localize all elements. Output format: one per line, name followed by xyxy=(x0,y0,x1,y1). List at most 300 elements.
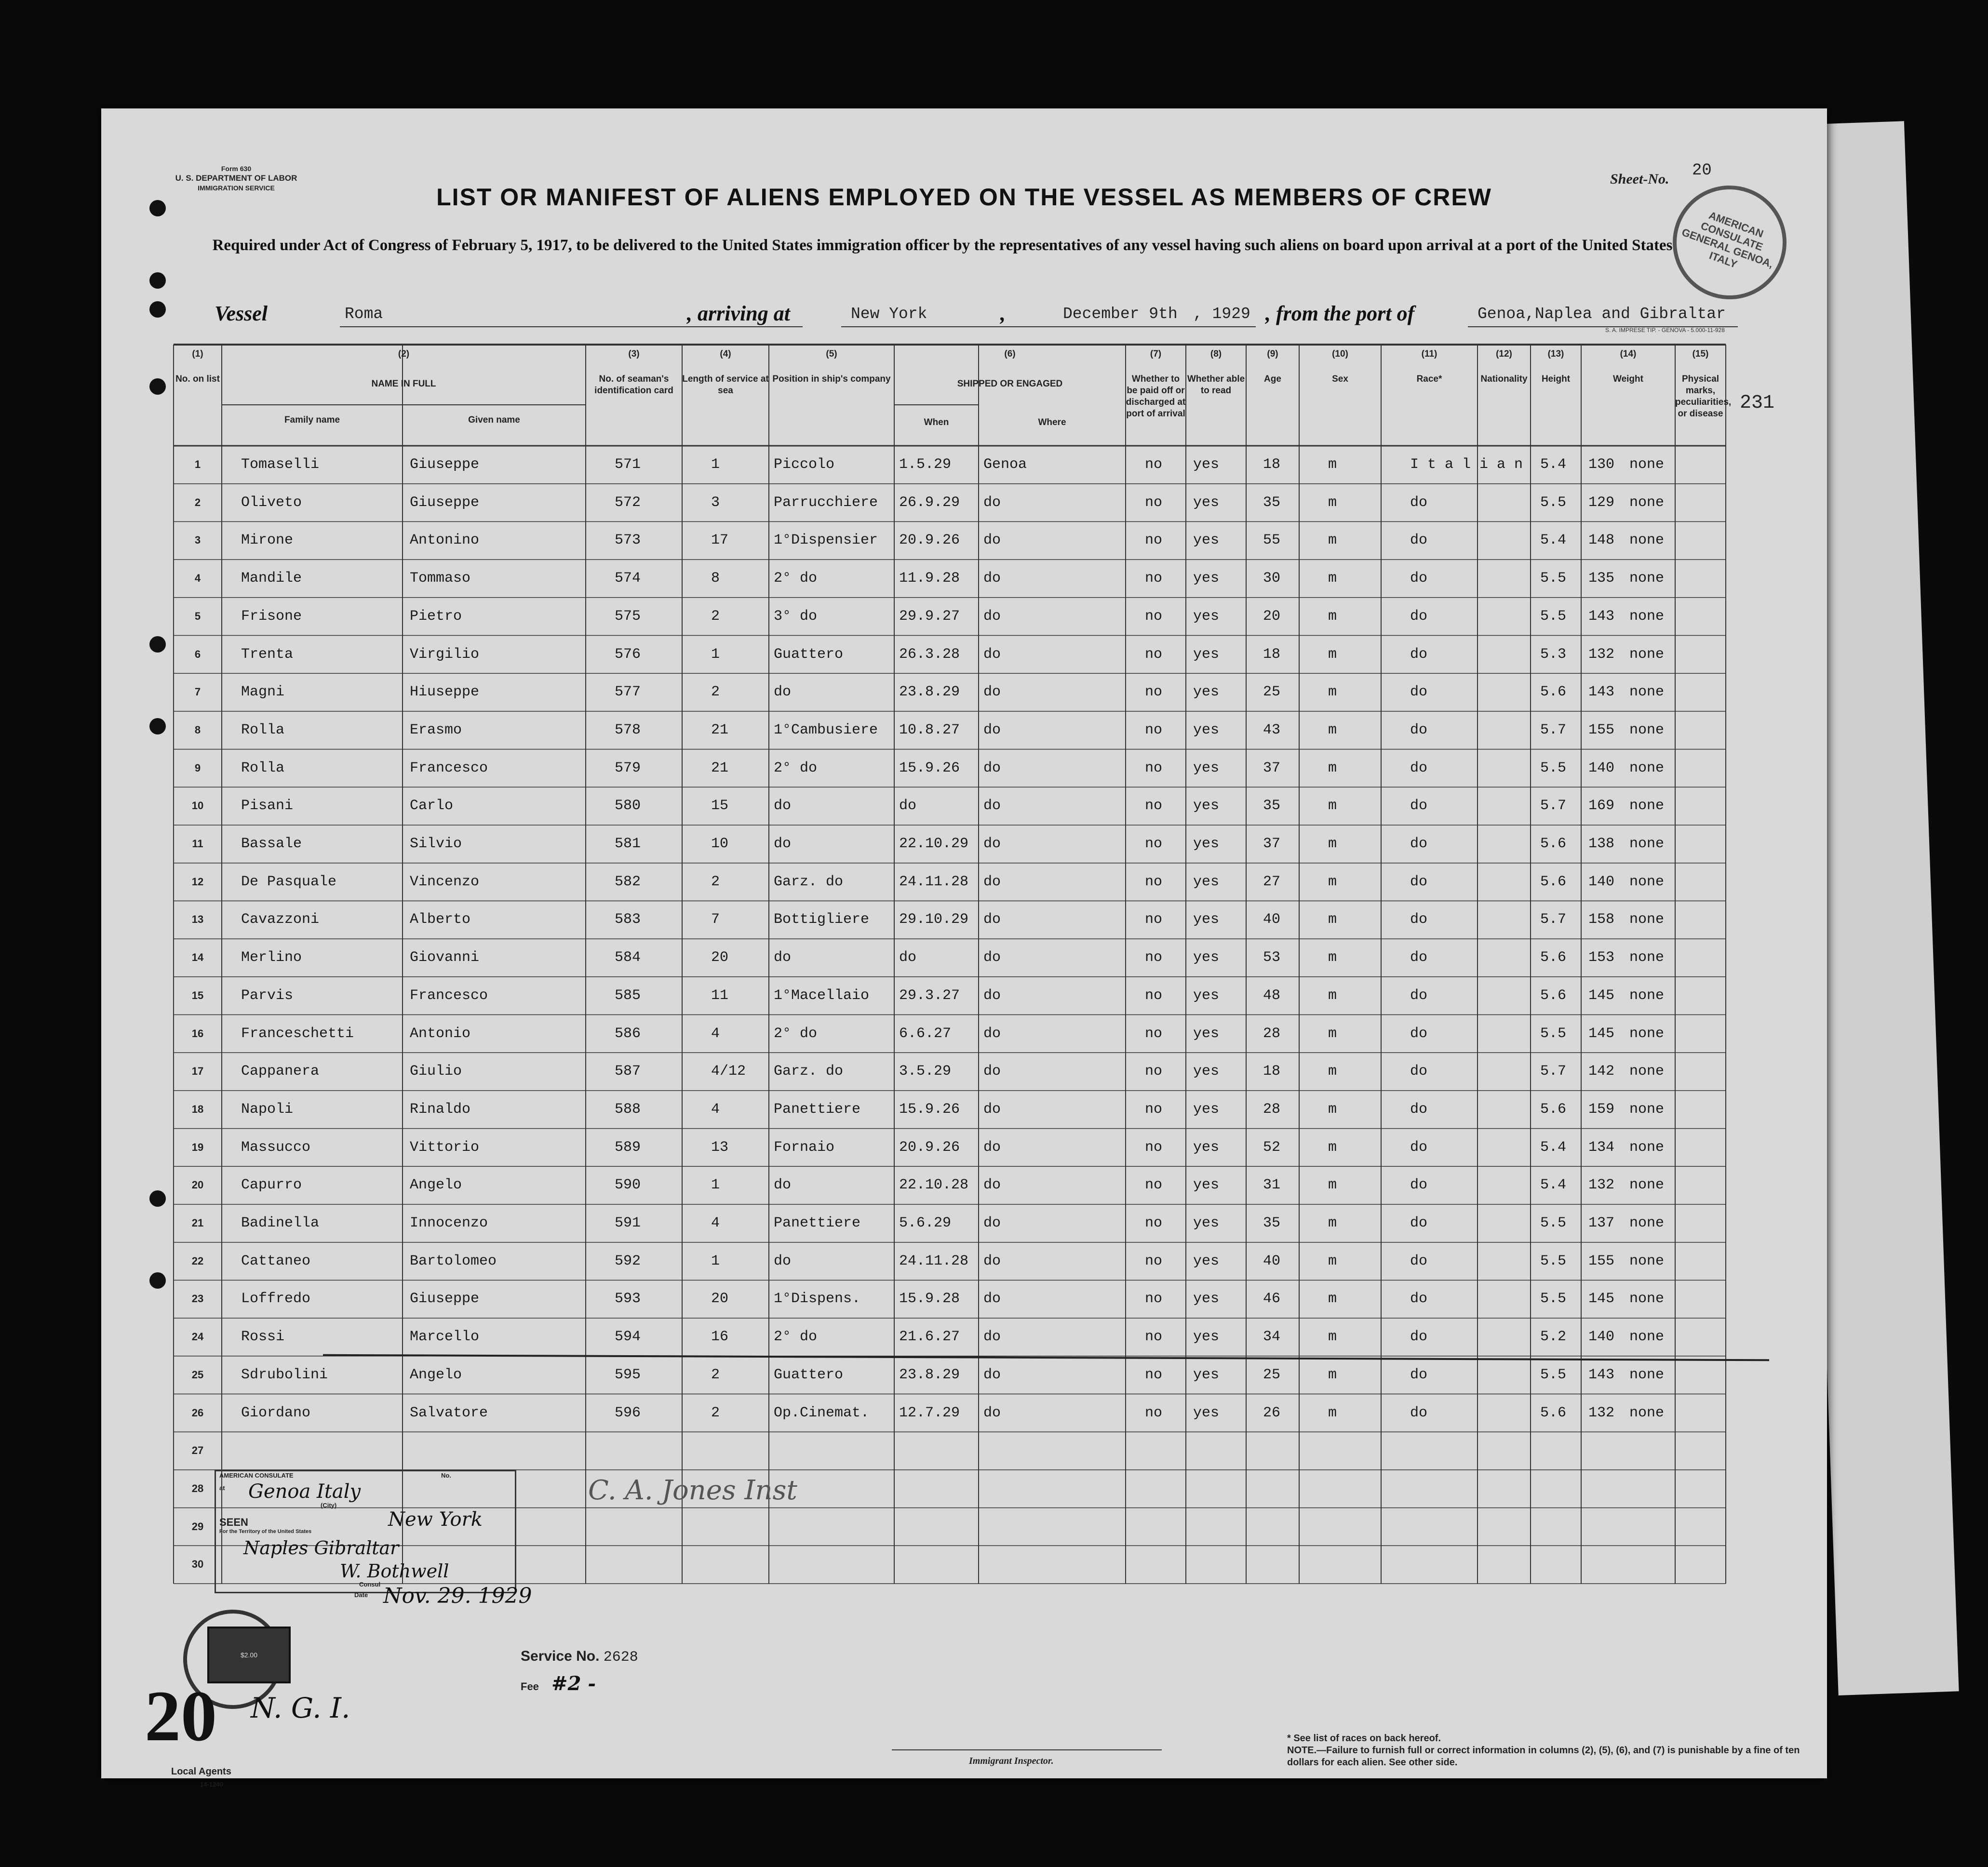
consul-signature: W. Bothwell xyxy=(340,1560,449,1582)
cell-paid: no xyxy=(1145,1291,1163,1307)
cell-family: Pisani xyxy=(241,798,294,814)
column-header-c15_num: (15) xyxy=(1692,349,1709,359)
vessel-name: Roma xyxy=(345,305,383,323)
cell-family: Badinella xyxy=(241,1215,320,1231)
inspector-label: Immigrant Inspector. xyxy=(969,1756,1054,1766)
cell-height: 5.7 xyxy=(1540,721,1567,738)
column-header-c2_num: (2) xyxy=(398,349,410,359)
column-header-c6_num: (6) xyxy=(1004,349,1016,359)
column-header-c6b: Where xyxy=(1038,417,1066,427)
stamp-date: Nov. 29. 1929 xyxy=(383,1584,532,1608)
cell-service: 4/12 xyxy=(711,1063,746,1080)
service-number xyxy=(521,1648,638,1666)
cell-marks: none xyxy=(1629,456,1665,473)
column-header-c5_num: (5) xyxy=(826,349,837,359)
cell-paid: no xyxy=(1145,1366,1163,1383)
cell-paid: no xyxy=(1145,1215,1163,1231)
cell-card: 588 xyxy=(615,1101,641,1118)
cell-sex: m xyxy=(1328,1253,1337,1269)
cell-family: Cappanera xyxy=(241,1063,320,1080)
column-header-c4: Length of service at sea xyxy=(682,374,769,396)
cell-where: do xyxy=(983,1063,1001,1080)
cell-marks: none xyxy=(1629,873,1665,890)
cell-age: 26 xyxy=(1263,1404,1281,1421)
cell-paid: no xyxy=(1145,1177,1163,1194)
cell-position: Bottigliere xyxy=(774,911,870,928)
service-no-value: 2628 xyxy=(603,1649,638,1666)
cell-position: Panettiere xyxy=(774,1215,861,1231)
cell-paid: no xyxy=(1145,760,1163,776)
cell-when: do xyxy=(899,798,917,814)
cell-position: 1°Dispensier xyxy=(774,532,878,549)
cell-card: 578 xyxy=(615,721,641,738)
cell-sex: m xyxy=(1328,798,1337,814)
cell-family: Napoli xyxy=(241,1101,294,1118)
cell-race: do xyxy=(1410,494,1428,511)
cell-sex: m xyxy=(1328,1404,1337,1421)
inspector-signature-line xyxy=(892,1749,1162,1750)
row-number: 22 xyxy=(191,1254,204,1267)
cell-paid: no xyxy=(1145,532,1163,549)
consulate-at-label: at xyxy=(219,1484,225,1492)
cell-position: Guattero xyxy=(774,646,844,663)
cell-where: do xyxy=(983,873,1001,890)
cell-given: Angelo xyxy=(410,1177,462,1194)
cell-marks: none xyxy=(1629,949,1665,966)
cell-height: 5.6 xyxy=(1540,987,1567,1004)
cell-race: do xyxy=(1410,1177,1428,1194)
cell-height: 5.5 xyxy=(1540,1025,1567,1042)
cell-service: 1 xyxy=(711,646,720,663)
cell-card: 583 xyxy=(615,911,641,928)
cell-service: 7 xyxy=(711,911,720,928)
cell-paid: no xyxy=(1145,1025,1163,1042)
cell-sex: m xyxy=(1328,1215,1337,1231)
cell-sex: m xyxy=(1328,684,1337,701)
cell-card: 579 xyxy=(615,760,641,776)
cell-card: 587 xyxy=(615,1063,641,1080)
cell-read: yes xyxy=(1193,1253,1220,1269)
cell-weight: 169 xyxy=(1588,798,1615,814)
cell-race: do xyxy=(1410,1139,1428,1156)
row-number: 21 xyxy=(191,1217,204,1229)
cell-age: 43 xyxy=(1263,721,1281,738)
row-number: 30 xyxy=(191,1558,204,1571)
cell-paid: no xyxy=(1145,987,1163,1004)
column-header-c14: Weight xyxy=(1613,374,1643,384)
cell-paid: no xyxy=(1145,1063,1163,1080)
cell-read: yes xyxy=(1193,1404,1220,1421)
form-number: Form 630 xyxy=(221,165,252,173)
column-header-c2b: Given name xyxy=(468,415,520,425)
cell-family: De Pasquale xyxy=(241,873,337,890)
cell-weight: 155 xyxy=(1588,721,1615,738)
cell-family: Massucco xyxy=(241,1139,311,1156)
cell-race: do xyxy=(1410,1253,1428,1269)
sheet-number-value: 20 xyxy=(1692,161,1712,180)
cell-height: 5.6 xyxy=(1540,1101,1567,1118)
inspector-initials: C. A. Jones Inst xyxy=(588,1475,797,1506)
cell-given: Giulio xyxy=(410,1063,462,1080)
cell-age: 37 xyxy=(1263,836,1281,852)
cell-age: 34 xyxy=(1263,1329,1281,1346)
cell-when: 26.3.28 xyxy=(899,646,960,663)
cell-given: Tommaso xyxy=(410,570,471,587)
cell-where: do xyxy=(983,1177,1001,1194)
cell-weight: 130 xyxy=(1588,456,1615,473)
cell-service: 1 xyxy=(711,456,720,473)
cell-given: Virgilio xyxy=(410,646,480,663)
cell-where: Genoa xyxy=(983,456,1027,473)
cell-age: 40 xyxy=(1263,1253,1281,1269)
cell-weight: 129 xyxy=(1588,494,1615,511)
arrival-year: , 1929 xyxy=(1193,305,1250,323)
cell-age: 18 xyxy=(1263,1063,1281,1080)
cell-race: do xyxy=(1410,1329,1428,1346)
cell-marks: none xyxy=(1629,1291,1665,1307)
cell-read: yes xyxy=(1193,987,1220,1004)
cell-marks: none xyxy=(1629,760,1665,776)
cell-marks: none xyxy=(1629,721,1665,738)
cell-paid: no xyxy=(1145,873,1163,890)
cell-marks: none xyxy=(1629,684,1665,701)
cell-service: 2 xyxy=(711,873,720,890)
cell-age: 18 xyxy=(1263,646,1281,663)
cell-card: 577 xyxy=(615,684,641,701)
cell-service: 20 xyxy=(711,949,729,966)
fee-label: Fee xyxy=(521,1680,539,1693)
cell-position: 2° do xyxy=(774,1025,818,1042)
cell-given: Antonino xyxy=(410,532,480,549)
row-number: 29 xyxy=(191,1520,204,1533)
cell-weight: 159 xyxy=(1588,1101,1615,1118)
cell-position: Parrucchiere xyxy=(774,494,878,511)
cell-sex: m xyxy=(1328,949,1337,966)
row-number: 3 xyxy=(194,534,201,547)
cell-age: 20 xyxy=(1263,608,1281,625)
cell-age: 35 xyxy=(1263,1215,1281,1231)
cell-race: do xyxy=(1410,1291,1428,1307)
cell-service: 1 xyxy=(711,1177,720,1194)
cell-service: 21 xyxy=(711,721,729,738)
cell-paid: no xyxy=(1145,570,1163,587)
cell-position: do xyxy=(774,949,792,966)
cell-position: do xyxy=(774,798,792,814)
cell-family: Merlino xyxy=(241,949,302,966)
cell-marks: none xyxy=(1629,1253,1665,1269)
fine-note: NOTE.—Failure to furnish full or correct information in columns (2), (5), (6), and (7) is punishable by a fine of ten dollars for each alien. See other side. xyxy=(1287,1745,1800,1768)
cell-family: Trenta xyxy=(241,646,294,663)
cell-where: do xyxy=(983,608,1001,625)
row-number: 14 xyxy=(191,951,204,964)
row-number: 13 xyxy=(191,913,204,926)
local-agents-label: Local Agents xyxy=(171,1766,231,1777)
cell-paid: no xyxy=(1145,721,1163,738)
cell-sex: m xyxy=(1328,646,1337,663)
column-header-c2: NAME IN FULL xyxy=(371,379,436,389)
cell-paid: no xyxy=(1145,608,1163,625)
cell-given: Alberto xyxy=(410,911,471,928)
cell-read: yes xyxy=(1193,608,1220,625)
fee-line xyxy=(521,1672,596,1695)
cell-age: 35 xyxy=(1263,798,1281,814)
row-number: 16 xyxy=(191,1027,204,1040)
cell-given: Silvio xyxy=(410,836,462,852)
cell-card: 596 xyxy=(615,1404,641,1421)
cell-paid: no xyxy=(1145,456,1163,473)
cell-sex: m xyxy=(1328,987,1337,1004)
cell-position: do xyxy=(774,836,792,852)
cell-where: do xyxy=(983,836,1001,852)
cell-height: 5.6 xyxy=(1540,949,1567,966)
cell-read: yes xyxy=(1193,1366,1220,1383)
cell-position: 2° do xyxy=(774,570,818,587)
document-title: LIST OR MANIFEST OF ALIENS EMPLOYED ON THE VESSEL AS MEMBERS OF CREW xyxy=(436,184,1492,211)
cell-read: yes xyxy=(1193,1025,1220,1042)
cell-when: 20.9.26 xyxy=(899,532,960,549)
cell-given: Vittorio xyxy=(410,1139,480,1156)
cell-when: 22.10.28 xyxy=(899,1177,969,1194)
cell-service: 1 xyxy=(711,1253,720,1269)
cell-given: Hiuseppe xyxy=(410,684,480,701)
cell-paid: no xyxy=(1145,836,1163,852)
cell-card: 574 xyxy=(615,570,641,587)
cell-sex: m xyxy=(1328,608,1337,625)
department-name: U. S. DEPARTMENT OF LABOR xyxy=(175,173,297,183)
cell-when: 6.6.27 xyxy=(899,1025,952,1042)
cell-height: 5.6 xyxy=(1540,873,1567,890)
cell-when: 22.10.29 xyxy=(899,836,969,852)
cell-when: 3.5.29 xyxy=(899,1063,952,1080)
cell-when: 15.9.26 xyxy=(899,1101,960,1118)
column-header-c11_num: (11) xyxy=(1421,349,1437,359)
row-number: 1 xyxy=(194,458,201,470)
cell-where: do xyxy=(983,987,1001,1004)
cell-weight: 140 xyxy=(1588,873,1615,890)
row-number: 26 xyxy=(191,1406,204,1419)
cell-service: 2 xyxy=(711,1404,720,1421)
from-port: Genoa,Naplea and Gibraltar xyxy=(1478,305,1726,323)
cell-position: Piccolo xyxy=(774,456,835,473)
cell-height: 5.6 xyxy=(1540,684,1567,701)
cell-position: do xyxy=(774,1177,792,1194)
cell-race: I t a l i a n xyxy=(1410,456,1523,473)
cell-marks: none xyxy=(1629,608,1665,625)
cell-weight: 137 xyxy=(1588,1215,1615,1231)
column-header-c7_num: (7) xyxy=(1150,349,1162,359)
cell-when: 20.9.26 xyxy=(899,1139,960,1156)
cell-family: Parvis xyxy=(241,987,294,1004)
cell-marks: none xyxy=(1629,1329,1665,1346)
column-header-c6a: When xyxy=(924,417,949,427)
consulate-heading: AMERICAN CONSULATE xyxy=(219,1472,294,1479)
column-header-c1_num: (1) xyxy=(192,349,203,359)
cell-family: Magni xyxy=(241,684,285,701)
cell-marks: none xyxy=(1629,1215,1665,1231)
cell-position: Garz. do xyxy=(774,1063,844,1080)
cell-card: 592 xyxy=(615,1253,641,1269)
cell-height: 5.6 xyxy=(1540,1404,1567,1421)
cell-read: yes xyxy=(1193,949,1220,966)
row-number: 8 xyxy=(194,723,201,736)
cell-weight: 153 xyxy=(1588,949,1615,966)
cell-paid: no xyxy=(1145,949,1163,966)
cell-sex: m xyxy=(1328,836,1337,852)
cell-given: Vincenzo xyxy=(410,873,480,890)
cell-weight: 143 xyxy=(1588,1366,1615,1383)
cell-given: Angelo xyxy=(410,1366,462,1383)
cell-family: Franceschetti xyxy=(241,1025,354,1042)
cell-card: 575 xyxy=(615,608,641,625)
cell-when: 15.9.28 xyxy=(899,1291,960,1307)
row-number: 28 xyxy=(191,1482,204,1494)
cell-family: Frisone xyxy=(241,608,302,625)
cell-position: 2° do xyxy=(774,1329,818,1346)
row-number: 5 xyxy=(194,610,201,622)
row-number: 23 xyxy=(191,1293,204,1305)
cell-read: yes xyxy=(1193,1063,1220,1080)
fee-stamp: $2.00 xyxy=(207,1627,291,1683)
cell-read: yes xyxy=(1193,1101,1220,1118)
row-number: 24 xyxy=(191,1331,204,1343)
cell-age: 40 xyxy=(1263,911,1281,928)
column-header-c9_num: (9) xyxy=(1267,349,1278,359)
cell-family: Mirone xyxy=(241,532,294,549)
cell-height: 5.5 xyxy=(1540,570,1567,587)
row-number: 19 xyxy=(191,1141,204,1153)
cell-given: Erasmo xyxy=(410,721,462,738)
cell-race: do xyxy=(1410,949,1428,966)
cell-height: 5.6 xyxy=(1540,836,1567,852)
cell-given: Francesco xyxy=(410,760,488,776)
cell-sex: m xyxy=(1328,494,1337,511)
cell-family: Rolla xyxy=(241,760,285,776)
cell-position: 1°Cambusiere xyxy=(774,721,878,738)
row-number: 17 xyxy=(191,1065,204,1078)
row-number: 20 xyxy=(191,1179,204,1191)
cell-height: 5.5 xyxy=(1540,760,1567,776)
cell-position: Panettiere xyxy=(774,1101,861,1118)
cell-weight: 140 xyxy=(1588,760,1615,776)
city-label: (City) xyxy=(321,1502,337,1509)
cell-race: do xyxy=(1410,646,1428,663)
cell-read: yes xyxy=(1193,836,1220,852)
cell-where: do xyxy=(983,1366,1001,1383)
cell-marks: none xyxy=(1629,836,1665,852)
cell-paid: no xyxy=(1145,1329,1163,1346)
cell-marks: none xyxy=(1629,798,1665,814)
cell-when: 15.9.26 xyxy=(899,760,960,776)
cell-read: yes xyxy=(1193,911,1220,928)
cell-read: yes xyxy=(1193,1177,1220,1194)
cell-where: do xyxy=(983,1139,1001,1156)
cell-read: yes xyxy=(1193,760,1220,776)
cell-race: do xyxy=(1410,1404,1428,1421)
cell-when: 29.3.27 xyxy=(899,987,960,1004)
cell-given: Bartolomeo xyxy=(410,1253,497,1269)
cell-service: 11 xyxy=(711,987,729,1004)
cell-read: yes xyxy=(1193,798,1220,814)
column-header-c1: No. on list xyxy=(175,374,220,384)
cell-family: Cattaneo xyxy=(241,1253,311,1269)
cell-sex: m xyxy=(1328,1366,1337,1383)
cell-where: do xyxy=(983,684,1001,701)
cell-given: Antonio xyxy=(410,1025,471,1042)
cell-weight: 140 xyxy=(1588,1329,1615,1346)
row-number: 7 xyxy=(194,686,201,698)
cell-race: do xyxy=(1410,532,1428,549)
cell-height: 5.7 xyxy=(1540,911,1567,928)
cell-card: 586 xyxy=(615,1025,641,1042)
service-no-label: Service No. xyxy=(521,1648,600,1664)
cell-service: 16 xyxy=(711,1329,729,1346)
cell-paid: no xyxy=(1145,646,1163,663)
cell-service: 21 xyxy=(711,760,729,776)
cell-height: 5.5 xyxy=(1540,608,1567,625)
column-header-c3_num: (3) xyxy=(628,349,640,359)
cell-age: 18 xyxy=(1263,456,1281,473)
cell-position: do xyxy=(774,1253,792,1269)
cell-sex: m xyxy=(1328,1139,1337,1156)
cell-family: Tomaselli xyxy=(241,456,320,473)
row-number: 11 xyxy=(192,838,203,850)
cell-marks: none xyxy=(1629,987,1665,1004)
cell-card: 594 xyxy=(615,1329,641,1346)
cell-marks: none xyxy=(1629,1404,1665,1421)
consulate-city: Genoa Italy xyxy=(248,1480,361,1503)
cell-service: 4 xyxy=(711,1025,720,1042)
cell-height: 5.5 xyxy=(1540,1291,1567,1307)
document-subtitle: Required under Act of Congress of February 5, 1917, to be delivered to the United States immigration officer by the representatives of any vessel having such aliens on board upon arrival at a port of the United States xyxy=(212,237,1673,254)
cell-marks: none xyxy=(1629,532,1665,549)
cell-family: Rossi xyxy=(241,1329,285,1346)
arriving-port: New York xyxy=(851,305,927,323)
cell-read: yes xyxy=(1193,646,1220,663)
cell-paid: no xyxy=(1145,684,1163,701)
cell-read: yes xyxy=(1193,684,1220,701)
cell-family: Sdrubolini xyxy=(241,1366,328,1383)
row-number: 10 xyxy=(191,800,204,812)
cell-marks: none xyxy=(1629,1025,1665,1042)
cell-given: Marcello xyxy=(410,1329,480,1346)
cell-card: 593 xyxy=(615,1291,641,1307)
cell-family: Loffredo xyxy=(241,1291,311,1307)
cell-weight: 145 xyxy=(1588,987,1615,1004)
cell-sex: m xyxy=(1328,1101,1337,1118)
cell-weight: 148 xyxy=(1588,532,1615,549)
cell-read: yes xyxy=(1193,532,1220,549)
cell-age: 48 xyxy=(1263,987,1281,1004)
cell-when: 24.11.28 xyxy=(899,873,969,890)
cell-sex: m xyxy=(1328,532,1337,549)
cell-marks: none xyxy=(1629,646,1665,663)
cell-weight: 145 xyxy=(1588,1291,1615,1307)
cell-read: yes xyxy=(1193,1291,1220,1307)
cell-card: 580 xyxy=(615,798,641,814)
cell-sex: m xyxy=(1328,1291,1337,1307)
column-header-c8: Whether able to read xyxy=(1187,374,1245,396)
column-header-c12: Nationality xyxy=(1480,374,1528,384)
cell-given: Giuseppe xyxy=(410,1291,480,1307)
column-header-c13_num: (13) xyxy=(1547,349,1564,359)
cell-marks: none xyxy=(1629,494,1665,511)
cell-height: 5.7 xyxy=(1540,1063,1567,1080)
cell-weight: 145 xyxy=(1588,1025,1615,1042)
cell-family: Oliveto xyxy=(241,494,302,511)
cell-given: Carlo xyxy=(410,798,454,814)
cell-service: 10 xyxy=(711,836,729,852)
cell-where: do xyxy=(983,911,1001,928)
